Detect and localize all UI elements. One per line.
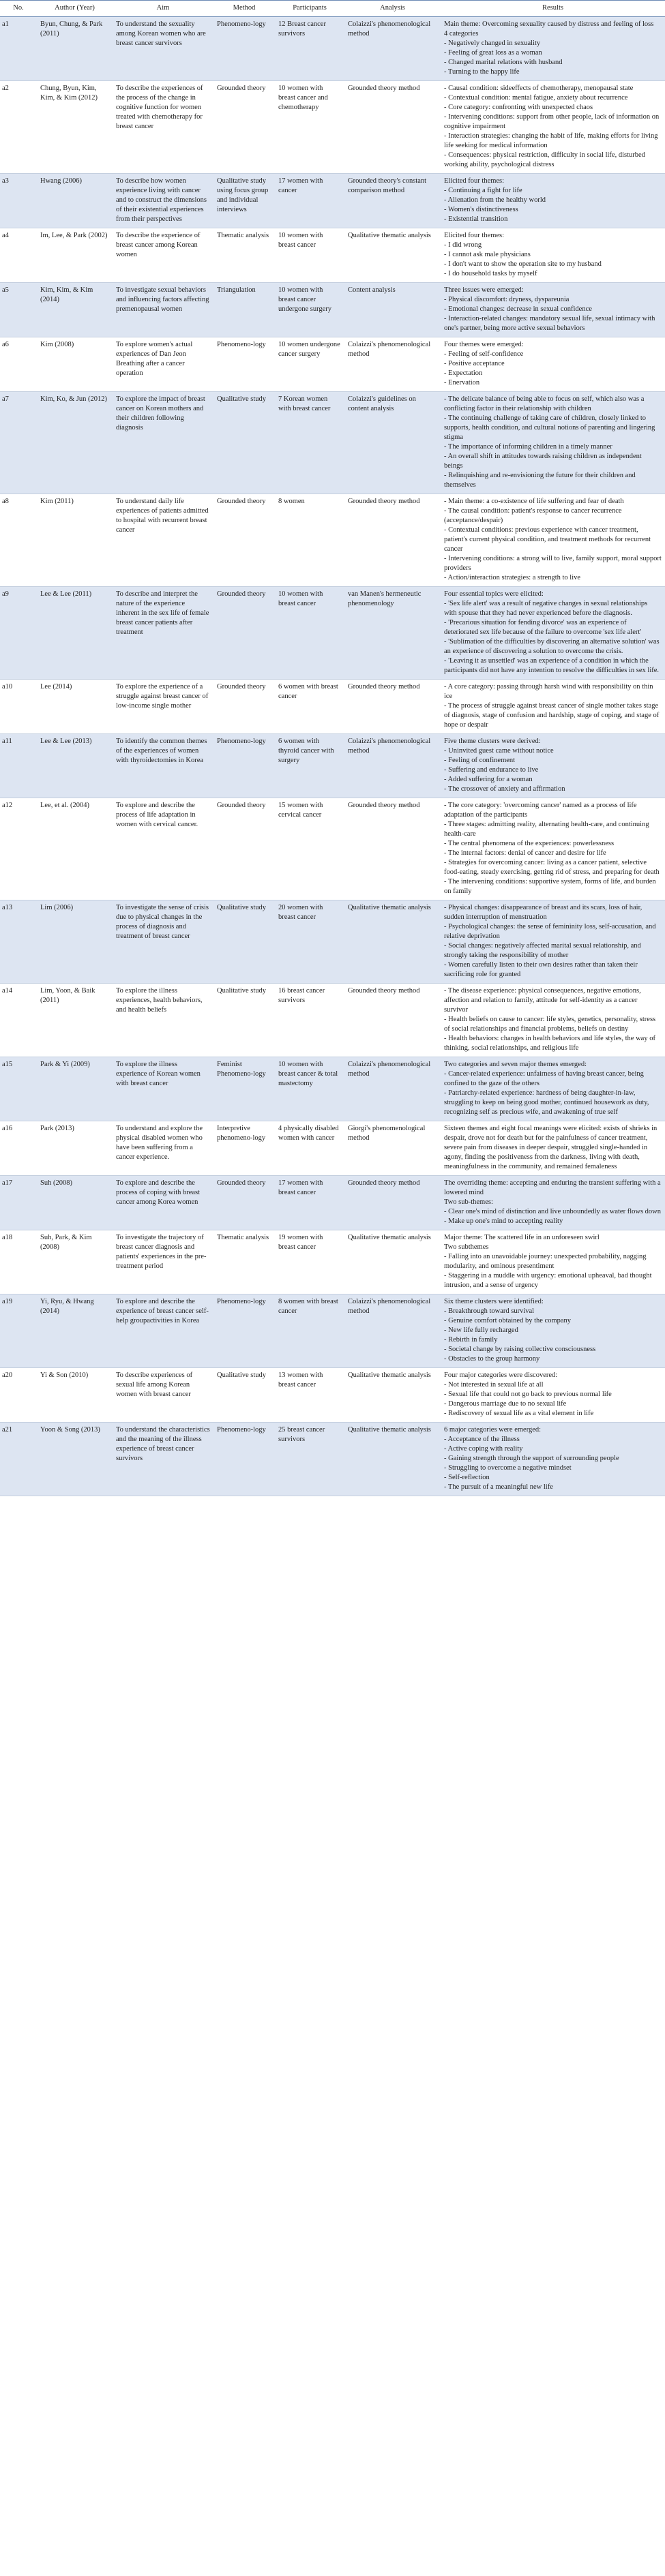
cell-author: Yoon & Song (2013) bbox=[37, 1423, 113, 1496]
cell-aim: To identify the common themes of the experiences of women with thyroidectomies in Korea bbox=[113, 734, 213, 798]
cell-method: Qualitative study using focus group and individual interviews bbox=[213, 174, 275, 228]
cell-results bbox=[441, 494, 665, 587]
cell-no: a21 bbox=[0, 1423, 37, 1496]
cell-participants: 7 Korean women with breast cancer bbox=[275, 392, 344, 494]
cell-no: a8 bbox=[0, 494, 37, 587]
result-line: - Existential transition bbox=[444, 215, 508, 223]
result-line: - Health behaviors: changes in health behaviors and life styles, the way of thinking, social relationships, and religious life bbox=[444, 1035, 655, 1052]
result-line: - Genuine comfort obtained by the company bbox=[444, 1317, 572, 1324]
cell-results bbox=[441, 174, 665, 228]
result-line: - Sexual life that could not go back to previous normal life bbox=[444, 1391, 612, 1398]
cell-no: a1 bbox=[0, 17, 37, 81]
cell-aim: To describe experiences of sexual life among Korean women with breast cancer bbox=[113, 1368, 213, 1423]
cell-author: Lee & Lee (2011) bbox=[37, 587, 113, 680]
cell-method: Qualitative study bbox=[213, 392, 275, 494]
result-line: - I do household tasks by myself bbox=[444, 270, 537, 277]
table-row bbox=[0, 1368, 665, 1423]
cell-analysis: Colaizzi's phenomenological method bbox=[344, 734, 441, 798]
table-row bbox=[0, 174, 665, 228]
cell-analysis: Grounded theory method bbox=[344, 81, 441, 174]
result-line: - Make up one's mind to accepting reality bbox=[444, 1217, 563, 1225]
cell-analysis: Qualitative thematic analysis bbox=[344, 900, 441, 984]
cell-aim: To explore the impact of breast cancer on Korean mothers and their children following diagnosis bbox=[113, 392, 213, 494]
result-line: Four major categories were discovered: bbox=[444, 1372, 558, 1379]
result-line: Elicited four themes: bbox=[444, 177, 505, 185]
result-line: - Negatively changed in sexuality bbox=[444, 40, 541, 47]
cell-aim: To investigate sexual behaviors and influencing factors affecting premenopausal women bbox=[113, 283, 213, 337]
cell-participants: 8 women bbox=[275, 494, 344, 587]
result-line: - Self-reflection bbox=[444, 1474, 490, 1481]
cell-author: Kim (2008) bbox=[37, 337, 113, 392]
result-line: - The causal condition: patient's response to cancer recurrence (acceptance/despair) bbox=[444, 507, 622, 524]
cell-participants: 10 women with breast cancer & total mastectomy bbox=[275, 1057, 344, 1121]
cell-analysis: Grounded theory method bbox=[344, 494, 441, 587]
cell-results bbox=[441, 900, 665, 984]
cell-participants: 6 women with breast cancer bbox=[275, 680, 344, 734]
cell-method: Thematic analysis bbox=[213, 1230, 275, 1294]
cell-participants: 16 breast cancer survivors bbox=[275, 984, 344, 1057]
result-line: - 'Precarious situation for fending divorce' was an experience of deteriorated sex life because of the failure to overcome 'sex life alert' bbox=[444, 619, 642, 636]
table-body bbox=[0, 17, 665, 1496]
result-line: - The intervening conditions: supportive system, forms of life, and burden on family bbox=[444, 878, 656, 895]
cell-participants: 10 women with breast cancer and chemotherapy bbox=[275, 81, 344, 174]
result-line: - Interaction-related changes: mandatory sexual life, sexual intimacy with one's partner, being more active sexual behaviors bbox=[444, 315, 655, 332]
cell-results bbox=[441, 1176, 665, 1230]
result-line: - The process of struggle against breast cancer of single mother takes stage of diagnosis, stage of confusion and hardship, stage of coping, and stage of hope or despair bbox=[444, 702, 660, 729]
cell-aim: To understand the characteristics and the meaning of the illness experience of breast cancer survivors bbox=[113, 1423, 213, 1496]
result-line: - Clear one's mind of distinction and live unboundedly as water flows down bbox=[444, 1208, 661, 1215]
cell-participants: 10 women with breast cancer bbox=[275, 228, 344, 283]
cell-author: Yi, Ryu, & Hwang (2014) bbox=[37, 1294, 113, 1368]
table-row bbox=[0, 900, 665, 984]
cell-no: a10 bbox=[0, 680, 37, 734]
cell-participants: 19 women with breast cancer bbox=[275, 1230, 344, 1294]
cell-analysis: Content analysis bbox=[344, 283, 441, 337]
result-line: - Health beliefs on cause to cancer: life styles, genetics, personality, stress of social relationships and financial problems, beliefs on destiny bbox=[444, 1016, 656, 1033]
cell-results bbox=[441, 228, 665, 283]
result-line: - Cancer-related experience: unfairness of having breast cancer, being confined to the gaze of the others bbox=[444, 1070, 644, 1087]
cell-author: Im, Lee, & Park (2002) bbox=[37, 228, 113, 283]
cell-author: Chung, Byun, Kim, Kim, & Kim (2012) bbox=[37, 81, 113, 174]
result-line: - Interaction strategies: changing the habit of life, making efforts for living life seeking for medical information bbox=[444, 132, 658, 149]
result-line: - Positive acceptance bbox=[444, 360, 505, 367]
cell-no: a18 bbox=[0, 1230, 37, 1294]
cell-analysis: Colaizzi's phenomenological method bbox=[344, 17, 441, 81]
table-row bbox=[0, 1423, 665, 1496]
result-line: - A core category: passing through harsh wind with responsibility on thin ice bbox=[444, 683, 653, 700]
cell-results bbox=[441, 984, 665, 1057]
table-row bbox=[0, 1121, 665, 1176]
result-line: - The delicate balance of being able to focus on self, which also was a conflicting factor in their relationship with children bbox=[444, 395, 645, 412]
cell-aim: To understand and explore the physical disabled women who have been suffering from a cancer experience. bbox=[113, 1121, 213, 1176]
result-line: - Action/interaction strategies: a strength to live bbox=[444, 574, 581, 581]
cell-results bbox=[441, 392, 665, 494]
result-line: - Contextual conditions: previous experience with cancer treatment, patient's current physical condition, and treatment methods for recurrent cancer bbox=[444, 526, 651, 553]
cell-method: Grounded theory bbox=[213, 587, 275, 680]
cell-results bbox=[441, 337, 665, 392]
result-line: - Enervation bbox=[444, 379, 480, 387]
result-line: - Physical discomfort: dryness, dyspareunia bbox=[444, 296, 570, 303]
result-line: - Causal condition: sideeffects of chemotherapy, menopausal state bbox=[444, 85, 634, 92]
result-line: - Social changes: negatively affected marital sexual relationship, and strongly taking the responsibility of mother bbox=[444, 942, 641, 959]
result-line: 6 major categories were emerged: bbox=[444, 1426, 542, 1434]
cell-analysis: Giorgi's phenomenological method bbox=[344, 1121, 441, 1176]
result-line: - Continuing a fight for life bbox=[444, 187, 522, 194]
result-line: Two sub-themes: bbox=[444, 1198, 493, 1206]
cell-author: Lee, et al. (2004) bbox=[37, 798, 113, 900]
cell-results bbox=[441, 1368, 665, 1423]
cell-analysis: Grounded theory method bbox=[344, 1176, 441, 1230]
cell-results bbox=[441, 680, 665, 734]
cell-aim: To describe the experiences of the process of the change in cognitive function for women treated with chemotherapy for breast cancer bbox=[113, 81, 213, 174]
cell-method: Phenomeno-logy bbox=[213, 17, 275, 81]
cell-aim: To investigate the trajectory of breast cancer diagnosis and patients' experiences in the pre-treatment period bbox=[113, 1230, 213, 1294]
header-participants: Participants bbox=[275, 1, 344, 17]
cell-method: Grounded theory bbox=[213, 798, 275, 900]
cell-results bbox=[441, 283, 665, 337]
cell-author: Kim, Kim, & Kim (2014) bbox=[37, 283, 113, 337]
cell-author: Lee (2014) bbox=[37, 680, 113, 734]
cell-no: a3 bbox=[0, 174, 37, 228]
header-no: No. bbox=[0, 1, 37, 17]
result-line: - Three stages: admitting reality, alternating health-care, and continuing health-care bbox=[444, 821, 649, 838]
cell-no: a13 bbox=[0, 900, 37, 984]
result-line: - Societal change by raising collective consciousness bbox=[444, 1346, 596, 1353]
result-line: - Expectation bbox=[444, 369, 483, 377]
result-line: - Turning to the happy life bbox=[444, 68, 520, 76]
cell-method: Grounded theory bbox=[213, 81, 275, 174]
result-line: - Suffering and endurance to live bbox=[444, 766, 539, 774]
cell-results bbox=[441, 1423, 665, 1496]
table-row bbox=[0, 81, 665, 174]
result-line: Major theme: The scattered life in an unforeseen swirl bbox=[444, 1234, 600, 1241]
result-line: - Patriarchy-related experience: hardness of being daughter-in-law, struggling to keep on being good mother, continued housework as duty, recognizing self as precious wife, and awakening of true self bbox=[444, 1089, 649, 1116]
result-line: - Physical changes: disappearance of breast and its scars, loss of hair, sudden interruption of menstruation bbox=[444, 904, 642, 921]
result-line: - Added suffering for a woman bbox=[444, 776, 533, 783]
cell-results bbox=[441, 1230, 665, 1294]
cell-method: Qualitative study bbox=[213, 900, 275, 984]
result-line: Two subthemes bbox=[444, 1243, 489, 1251]
result-line: - Obstacles to the group harmony bbox=[444, 1355, 540, 1363]
result-line: - Women carefully listen to their own desires rather than taken their sacrificing role for granted bbox=[444, 961, 638, 978]
cell-author: Suh (2008) bbox=[37, 1176, 113, 1230]
cell-author: Kim, Ko, & Jun (2012) bbox=[37, 392, 113, 494]
cell-aim: To explore the illness experience of Korean women with breast cancer bbox=[113, 1057, 213, 1121]
cell-results bbox=[441, 81, 665, 174]
table-row bbox=[0, 494, 665, 587]
result-line: - Rediscovery of sexual life as a vital element in life bbox=[444, 1410, 594, 1417]
cell-no: a2 bbox=[0, 81, 37, 174]
table-row bbox=[0, 283, 665, 337]
result-line: - I did wrong bbox=[444, 241, 482, 249]
result-line: Three issues were emerged: bbox=[444, 286, 524, 294]
result-line: Two categories and seven major themes emerged: bbox=[444, 1061, 587, 1068]
cell-analysis: Qualitative thematic analysis bbox=[344, 1368, 441, 1423]
cell-aim: To understand the sexuality among Korean women who are breast cancer survivors bbox=[113, 17, 213, 81]
result-line: - 'Sublimation of the difficulties by discovering an alternative solution' was an experience of discovering a solution to overcome the crisis. bbox=[444, 638, 660, 655]
header-results: Results bbox=[441, 1, 665, 17]
result-line: - The importance of informing children in a timely manner bbox=[444, 443, 612, 451]
cell-author: Lim, Yoon, & Baik (2011) bbox=[37, 984, 113, 1057]
cell-method: Phenomeno-logy bbox=[213, 337, 275, 392]
cell-participants: 20 women with breast cancer bbox=[275, 900, 344, 984]
cell-participants: 13 women with breast cancer bbox=[275, 1368, 344, 1423]
cell-author: Suh, Park, & Kim (2008) bbox=[37, 1230, 113, 1294]
result-line: - The disease experience: physical consequences, negative emotions, affection and relation to family, attitude for self-identity as a cancer survivor bbox=[444, 987, 641, 1014]
cell-participants: 10 women with breast cancer bbox=[275, 587, 344, 680]
table-row bbox=[0, 337, 665, 392]
table-row bbox=[0, 587, 665, 680]
cell-participants: 17 women with breast cancer bbox=[275, 1176, 344, 1230]
result-line: - Contextual condition: mental fatigue, anxiety about recurrence bbox=[444, 94, 628, 102]
cell-no: a5 bbox=[0, 283, 37, 337]
cell-author: Kim (2011) bbox=[37, 494, 113, 587]
cell-aim: To describe and interpret the nature of the experience inherent in the sex life of female breast cancer patients after treatment bbox=[113, 587, 213, 680]
cell-author: Lee & Lee (2013) bbox=[37, 734, 113, 798]
cell-results bbox=[441, 1294, 665, 1368]
cell-aim: To explore and describe the process of coping with breast cancer among Korea women bbox=[113, 1176, 213, 1230]
cell-no: a4 bbox=[0, 228, 37, 283]
cell-results bbox=[441, 1121, 665, 1176]
cell-method: Triangulation bbox=[213, 283, 275, 337]
cell-results bbox=[441, 734, 665, 798]
cell-analysis: Colaizzi's guidelines on content analysis bbox=[344, 392, 441, 494]
result-line: - Intervening conditions: support from other people, lack of information on cognitive impairment bbox=[444, 113, 660, 130]
result-line: Four themes were emerged: bbox=[444, 341, 524, 348]
result-line: - Emotional changes: decrease in sexual confidence bbox=[444, 305, 592, 313]
table-row bbox=[0, 984, 665, 1057]
table-row bbox=[0, 1057, 665, 1121]
cell-aim: To explore and describe the experience of breast cancer self-help groupactivities in Korea bbox=[113, 1294, 213, 1368]
result-line: - Consequences: physical restriction, difficulty in social life, disturbed working ability, psychological distress bbox=[444, 151, 645, 168]
result-line: - 'Sex life alert' was a result of negative changes in sexual relationships with spouse that they had never experienced before the diagnosis. bbox=[444, 600, 648, 617]
cell-aim: To explore and describe the process of life adaptation in women with cervical cancer. bbox=[113, 798, 213, 900]
header-author: Author (Year) bbox=[37, 1, 113, 17]
result-line: - An overall shift in attitudes towards raising children as independent beings bbox=[444, 453, 642, 470]
cell-author: Yi & Son (2010) bbox=[37, 1368, 113, 1423]
cell-participants: 8 women with breast cancer bbox=[275, 1294, 344, 1368]
result-line: - The continuing challenge of taking care of children, closely linked to supports, health condition, and cultural notions of parenting and lingering stigma bbox=[444, 414, 655, 441]
result-line: - The central phenomena of the experiences: powerlessness bbox=[444, 840, 615, 847]
cell-aim: To explore women's actual experiences of Dan Jeon Breathing after a cancer operation bbox=[113, 337, 213, 392]
cell-analysis: Grounded theory method bbox=[344, 680, 441, 734]
cell-no: a16 bbox=[0, 1121, 37, 1176]
result-line: - Falling into an unavoidable journey: unexpected probability, nagging modularity, and ominous presentiment bbox=[444, 1253, 647, 1270]
cell-no: a11 bbox=[0, 734, 37, 798]
result-line: - Gaining strength through the support of surrounding people bbox=[444, 1455, 619, 1462]
cell-aim: To describe the experience of breast cancer among Korean women bbox=[113, 228, 213, 283]
result-line: - Breakthrough toward survival bbox=[444, 1307, 535, 1315]
result-line: - I cannot ask male physicians bbox=[444, 251, 531, 258]
cell-method: Thematic analysis bbox=[213, 228, 275, 283]
cell-no: a20 bbox=[0, 1368, 37, 1423]
cell-analysis: Qualitative thematic analysis bbox=[344, 228, 441, 283]
result-line: - The core category: 'overcoming cancer' named as a process of life adaptation of the participants bbox=[444, 802, 637, 819]
cell-no: a17 bbox=[0, 1176, 37, 1230]
table-row bbox=[0, 1230, 665, 1294]
cell-method: Qualitative study bbox=[213, 984, 275, 1057]
table-row bbox=[0, 1176, 665, 1230]
result-line: Six theme clusters were identified: bbox=[444, 1298, 544, 1305]
cell-aim: To explore the illness experiences, health behaviors, and health beliefs bbox=[113, 984, 213, 1057]
result-line: - Feeling of great loss as a woman bbox=[444, 49, 542, 57]
cell-no: a9 bbox=[0, 587, 37, 680]
result-line: - Feeling of confinement bbox=[444, 757, 516, 764]
result-line: Four essential topics were elicited: bbox=[444, 590, 544, 598]
table-row bbox=[0, 17, 665, 81]
result-line: - Feeling of self-confidence bbox=[444, 350, 524, 358]
cell-participants: 10 women undergone cancer surgery bbox=[275, 337, 344, 392]
header-row bbox=[0, 1, 665, 17]
result-line: - Changed marital relations with husband bbox=[444, 59, 563, 66]
cell-no: a7 bbox=[0, 392, 37, 494]
result-line: - New life fully recharged bbox=[444, 1327, 518, 1334]
cell-method: Phenomeno-logy bbox=[213, 1423, 275, 1496]
cell-method: Qualitative study bbox=[213, 1368, 275, 1423]
result-line: 4 categories bbox=[444, 30, 479, 37]
cell-method: Grounded theory bbox=[213, 1176, 275, 1230]
result-line: - Psychological changes: the sense of femininity loss, self-accusation, and relative deprivation bbox=[444, 923, 656, 940]
result-line: - Strategies for overcoming cancer: living as a cancer patient, selective food-eating, steady exercising, getting rid of stress, and preparing for death bbox=[444, 859, 660, 876]
result-line: - The crossover of anxiety and affirmation bbox=[444, 785, 565, 793]
cell-author: Park (2013) bbox=[37, 1121, 113, 1176]
result-line: - The pursuit of a meaningful new life bbox=[444, 1483, 553, 1491]
result-line: The overriding theme: accepting and enduring the transient suffering with a lowered mind bbox=[444, 1179, 661, 1196]
cell-participants: 25 breast cancer survivors bbox=[275, 1423, 344, 1496]
cell-analysis: Qualitative thematic analysis bbox=[344, 1423, 441, 1496]
cell-analysis: Colaizzi's phenomenological method bbox=[344, 337, 441, 392]
result-line: - I don't want to show the operation site to my husband bbox=[444, 260, 602, 268]
result-line: - Intervening conditions: a strong will to live, family support, moral support providers bbox=[444, 555, 662, 572]
cell-participants: 10 women with breast cancer undergone surgery bbox=[275, 283, 344, 337]
cell-author: Park & Yi (2009) bbox=[37, 1057, 113, 1121]
table-row bbox=[0, 1294, 665, 1368]
cell-method: Grounded theory bbox=[213, 680, 275, 734]
result-line: - 'Leaving it as unsettled' was an experience of a condition in which the participants did not have any intention to resolve the difficulties in sex life. bbox=[444, 657, 660, 674]
cell-participants: 17 women with cancer bbox=[275, 174, 344, 228]
cell-no: a15 bbox=[0, 1057, 37, 1121]
result-line: Sixteen themes and eight focal meanings were elicited: exists of shrieks in despair, drove not for death but for the painfulness of cancer treatment, severe pain from diseases in deeper despair, struggled single-handed in agony, finding the positiveness from the darkness, living with death, meaningfulness in the community, and remained femaleness bbox=[444, 1125, 657, 1170]
cell-no: a19 bbox=[0, 1294, 37, 1368]
cell-analysis: Colaizzi's phenomenological method bbox=[344, 1294, 441, 1368]
cell-results bbox=[441, 798, 665, 900]
cell-author: Hwang (2006) bbox=[37, 174, 113, 228]
result-line: - Rebirth in family bbox=[444, 1336, 498, 1344]
cell-method: Grounded theory bbox=[213, 494, 275, 587]
result-line: - Main theme: a co-existence of life suffering and fear of death bbox=[444, 498, 624, 505]
result-line: - Acceptance of the illness bbox=[444, 1436, 520, 1443]
result-line: - Staggering in a muddle with urgency: emotional upheaval, bad thought intrusion, and a sense of urgency bbox=[444, 1272, 652, 1289]
result-line: Main theme: Overcoming sexuality caused by distress and feeling of loss bbox=[444, 20, 654, 28]
cell-aim: To understand daily life experiences of patients admitted to hospital with recurrent breast cancer bbox=[113, 494, 213, 587]
table-row bbox=[0, 680, 665, 734]
cell-aim: To investigate the sense of crisis due to physical changes in the process of diagnosis and treatment of breast cancer bbox=[113, 900, 213, 984]
cell-no: a14 bbox=[0, 984, 37, 1057]
cell-author: Byun, Chung, & Park (2011) bbox=[37, 17, 113, 81]
result-line: - Active coping with reality bbox=[444, 1445, 523, 1453]
table-row bbox=[0, 392, 665, 494]
cell-method: Phenomeno-logy bbox=[213, 734, 275, 798]
result-line: Five theme clusters were derived: bbox=[444, 738, 541, 745]
result-line: - Core category: confronting with unexpected chaos bbox=[444, 104, 593, 111]
cell-results bbox=[441, 1057, 665, 1121]
cell-analysis: van Manen's hermeneutic phenomenology bbox=[344, 587, 441, 680]
table-row bbox=[0, 734, 665, 798]
header-aim: Aim bbox=[113, 1, 213, 17]
cell-results bbox=[441, 587, 665, 680]
cell-participants: 4 physically disabled women with cancer bbox=[275, 1121, 344, 1176]
result-line: - Not interested in sexual life at all bbox=[444, 1381, 544, 1389]
cell-analysis: Colaizzi's phenomenological method bbox=[344, 1057, 441, 1121]
header-analysis: Analysis bbox=[344, 1, 441, 17]
cell-aim: To explore the experience of a struggle against breast cancer of low-income single mother bbox=[113, 680, 213, 734]
table-row bbox=[0, 798, 665, 900]
table-header bbox=[0, 1, 665, 17]
result-line: Elicited four themes: bbox=[444, 232, 505, 239]
cell-no: a6 bbox=[0, 337, 37, 392]
cell-analysis: Qualitative thematic analysis bbox=[344, 1230, 441, 1294]
cell-aim: To describe how women experience living with cancer and to construct the dimensions of their existential experiences from their perspectives bbox=[113, 174, 213, 228]
result-line: - The internal factors: denial of cancer and desire for life bbox=[444, 849, 606, 857]
cell-participants: 6 women with thyroid cancer with surgery bbox=[275, 734, 344, 798]
cell-participants: 15 women with cervical cancer bbox=[275, 798, 344, 900]
table-row bbox=[0, 228, 665, 283]
result-line: - Women's distinctiveness bbox=[444, 206, 518, 213]
header-method: Method bbox=[213, 1, 275, 17]
result-line: - Alienation from the healthy world bbox=[444, 196, 546, 204]
result-line: - Dangerous marriage due to no sexual life bbox=[444, 1400, 567, 1408]
cell-method: Feminist Phenomeno-logy bbox=[213, 1057, 275, 1121]
result-line: - Uninvited guest came without notice bbox=[444, 747, 554, 755]
cell-participants: 12 Breast cancer survivors bbox=[275, 17, 344, 81]
result-line: - Relinquishing and re-envisioning the future for their children and themselves bbox=[444, 472, 636, 489]
cell-analysis: Grounded theory method bbox=[344, 984, 441, 1057]
cell-method: Phenomeno-logy bbox=[213, 1294, 275, 1368]
cell-author: Lim (2006) bbox=[37, 900, 113, 984]
cell-no: a12 bbox=[0, 798, 37, 900]
cell-method: Interpretive phenomeno-logy bbox=[213, 1121, 275, 1176]
cell-results bbox=[441, 17, 665, 81]
cell-analysis: Grounded theory's constant comparison method bbox=[344, 174, 441, 228]
cell-analysis: Grounded theory method bbox=[344, 798, 441, 900]
result-line: - Struggling to overcome a negative mindset bbox=[444, 1464, 572, 1472]
